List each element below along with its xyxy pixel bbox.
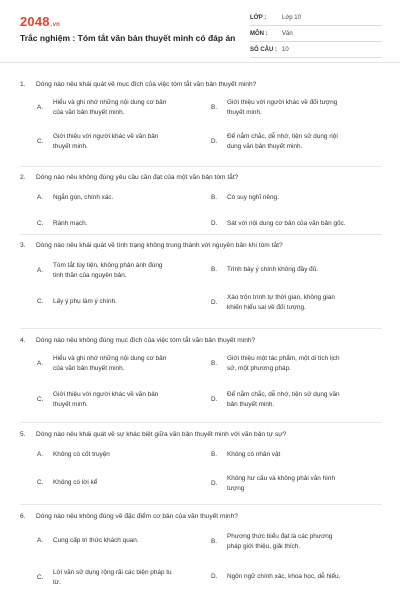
question-stem: Dòng nào nêu không đúng về đặc điểm cơ bản của văn thuyết minh? [36, 513, 238, 520]
option-c[interactable] [20, 297, 173, 307]
option-text: Hiểu và ghi nhớ những nội dung cơ bản của văn bản thuyết minh. [53, 355, 167, 372]
question-4 [20, 336, 382, 408]
option-a[interactable] [20, 193, 173, 203]
meta-row-class [250, 10, 382, 26]
option-d[interactable] [194, 219, 397, 229]
option-letter: C. [37, 137, 44, 145]
option-text: Sát với nội dung cơ bản của văn bản gốc. [227, 220, 346, 227]
option-a[interactable] [20, 261, 173, 280]
site-logo[interactable] [20, 14, 60, 29]
option-text: Lấy ý phụ làm ý chính. [53, 298, 117, 305]
option-a[interactable] [20, 450, 173, 460]
option-text: Cung cấp tri thức khách quan. [53, 537, 139, 544]
option-letter: B. [211, 537, 218, 545]
divider [20, 234, 382, 235]
question-6 [20, 512, 382, 586]
option-text: Hiểu và ghi nhớ những nội dung cơ bản của văn bản thuyết minh. [53, 99, 167, 116]
option-a[interactable] [20, 354, 173, 373]
option-b[interactable] [194, 98, 347, 117]
option-text: Để nắm chắc, dễ nhớ, tiện sử dụng nội dung văn bản thuyết minh. [227, 133, 338, 150]
option-b[interactable] [194, 450, 347, 460]
option-letter: C. [37, 395, 44, 403]
meta-value: Văn [282, 30, 293, 37]
option-b[interactable] [194, 354, 347, 373]
question-text [20, 173, 382, 183]
question-5 [20, 430, 382, 492]
option-letter: A. [37, 537, 44, 544]
option-letter: D. [211, 298, 218, 306]
option-text: Phương thức biểu đạt là các phương pháp giới thiệu, giải thích. [227, 533, 333, 550]
option-letter: D. [211, 573, 218, 580]
option-text: Lời văn sử dụng rộng rãi các biện pháp tu từ. [53, 569, 172, 586]
question-number: 2. [20, 174, 26, 181]
meta-value: 10 [282, 46, 289, 53]
option-text: Ngắn gọn, chính xác. [53, 194, 114, 201]
option-d[interactable] [194, 293, 347, 312]
option-letter: D. [211, 395, 218, 403]
option-c[interactable] [20, 568, 173, 587]
question-number: 6. [20, 513, 26, 520]
option-b[interactable] [194, 532, 347, 551]
meta-label: MÔN : [250, 30, 268, 37]
meta-value: Lớp 10 [282, 14, 301, 21]
question-number: 1. [20, 81, 26, 88]
option-letter: B. [211, 451, 218, 458]
option-letter: C. [37, 479, 44, 486]
question-number: 3. [20, 242, 26, 249]
meta-label: SỐ CÂU : [250, 46, 277, 53]
option-text: Để nắm chắc, dễ nhớ, tiện sử dụng văn bản thuyết minh. [227, 391, 340, 408]
option-letter: A. [37, 451, 44, 458]
option-b[interactable] [194, 265, 397, 275]
page-header [0, 0, 400, 63]
option-letter: D. [211, 137, 218, 145]
option-text: Giới thiệu với người khác về văn bản thuyết minh. [53, 133, 159, 150]
option-letter: B. [211, 194, 218, 201]
question-stem: Dòng nào nêu khái quát về sự khác biệt giữa văn bản thuyết minh với văn bản tự sự? [36, 431, 287, 438]
option-letter: D. [211, 479, 218, 487]
option-text: Không có nhân vật [227, 451, 281, 458]
option-d[interactable] [194, 572, 397, 582]
option-letter: A. [37, 266, 44, 274]
question-2 [20, 173, 382, 227]
option-letter: C. [37, 220, 44, 227]
question-text [20, 80, 382, 90]
question-number: 4. [20, 337, 26, 344]
option-c[interactable] [20, 478, 173, 488]
option-letter: B. [211, 266, 218, 273]
option-text: Xáo trộn trình tự thời gian, không gian khiến hiểu sai về đối tượng. [227, 294, 335, 311]
option-text: Giới thiệu một tác phẩm, một di tích lịch sử, một phương pháp. [227, 355, 340, 372]
meta-label: LỚP : [250, 14, 267, 21]
option-letter: A. [37, 359, 44, 367]
option-d[interactable] [194, 474, 347, 493]
option-text: Có suy nghĩ riêng. [227, 194, 279, 201]
option-d[interactable] [194, 132, 347, 151]
divider [20, 504, 382, 505]
logo-text: 2048 [20, 14, 50, 29]
option-c[interactable] [20, 390, 173, 409]
option-text: Giới thiệu với người khác về đối tượng thuyết minh. [227, 99, 338, 116]
option-letter: B. [211, 103, 218, 111]
option-text: Không hư cấu và không phải văn hình tượng [227, 475, 336, 492]
meta-row-count [250, 42, 382, 58]
option-text: Giới thiệu với người khác về văn bản thuyết minh. [53, 391, 159, 408]
question-1 [20, 80, 382, 150]
question-stem: Dòng nào nêu khái quát về mục đích của việc tóm tắt văn bản thuyết minh? [36, 81, 257, 88]
question-stem: Dòng nào nêu khái quát về tình trạng không trung thành với nguyên bản khi tóm tắt? [36, 242, 283, 249]
divider [20, 328, 382, 329]
meta-table [250, 10, 382, 58]
option-letter: B. [211, 359, 218, 367]
question-stem: Dòng nào nêu không đúng yêu cầu cần đạt của một văn bản tóm tắt? [36, 174, 239, 181]
option-letter: A. [37, 103, 44, 111]
question-text [20, 512, 382, 522]
option-a[interactable] [20, 98, 173, 117]
divider [20, 422, 382, 423]
question-stem: Dòng nào nêu không đúng mục đích của việc tóm tắt văn bản thuyết minh? [36, 337, 256, 344]
meta-row-subject [250, 26, 382, 42]
logo-ext: .vn [50, 22, 61, 28]
option-text: Không có cốt truyện [53, 451, 110, 458]
question-text [20, 336, 382, 346]
option-letter: C. [37, 573, 44, 581]
option-text: Không có lời kể [53, 479, 98, 486]
option-d[interactable] [194, 390, 347, 409]
option-text: Tóm tắt tùy tiện, không phản ánh đúng tinh thần của nguyên bản. [53, 262, 163, 279]
option-a[interactable] [20, 536, 173, 546]
option-letter: D. [211, 220, 218, 227]
option-c[interactable] [20, 132, 173, 151]
option-text: Rành mạch. [53, 220, 88, 227]
option-text: Ngôn ngữ chính xác, khoa học, dễ hiểu. [227, 573, 341, 580]
question-3 [20, 241, 382, 311]
option-c[interactable] [20, 219, 173, 229]
option-letter: A. [37, 194, 44, 201]
option-letter: C. [37, 298, 44, 305]
question-text [20, 430, 382, 440]
option-b[interactable] [194, 193, 397, 203]
option-text: Trình bày ý chính không đầy đủ. [227, 266, 319, 273]
question-text [20, 241, 382, 251]
question-number: 5. [20, 431, 26, 438]
divider [20, 166, 382, 167]
page-title: Trắc nghiệm : Tóm tắt văn bản thuyết minh có đáp án [20, 33, 236, 43]
